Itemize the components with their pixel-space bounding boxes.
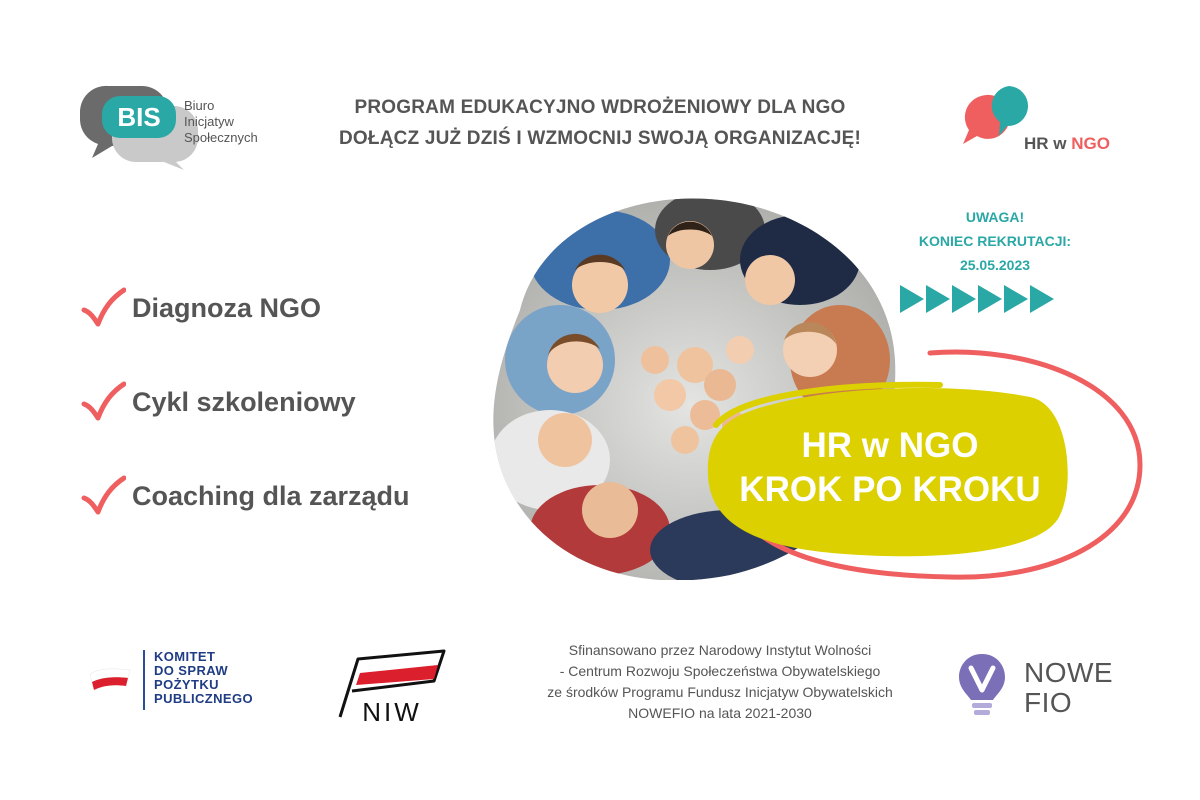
arrow-icon bbox=[1004, 285, 1028, 313]
kdspp-line: KOMITET bbox=[154, 649, 216, 664]
badge-line-2: KROK PO KROKU bbox=[739, 470, 1041, 509]
bis-name-line: Inicjatyw bbox=[184, 114, 234, 129]
bis-name bbox=[184, 98, 258, 146]
bis-name-line: Biuro bbox=[184, 98, 215, 113]
funding-line: ze środków Programu Fundusz Inicjatyw Obywatelskich bbox=[547, 684, 893, 700]
niw-logo bbox=[330, 645, 450, 725]
deadline-line-1: UWAGA! bbox=[965, 209, 1025, 225]
arrow-icon bbox=[952, 285, 976, 313]
arrow-icon bbox=[978, 285, 1002, 313]
checklist-item-diagnoza bbox=[80, 286, 321, 330]
kdspp-line: DO SPRAW bbox=[154, 663, 228, 678]
nowefio-line-1: NOWE bbox=[1024, 657, 1114, 688]
recruitment-deadline bbox=[890, 205, 1100, 277]
checklist-label: Cykl szkoleniowy bbox=[132, 386, 356, 417]
checkmark-icon bbox=[80, 474, 126, 518]
nowefio-line-2: FIO bbox=[1024, 687, 1073, 718]
bis-name-line: Społecznych bbox=[184, 130, 258, 145]
deadline-line-2: KONIEC REKRUTACJI: bbox=[918, 233, 1072, 249]
kdspp-logo-text bbox=[154, 650, 253, 706]
headline bbox=[300, 92, 900, 154]
checkmark-icon bbox=[80, 380, 126, 424]
deadline-line-3: 25.05.2023 bbox=[959, 257, 1031, 273]
headline-line-1: PROGRAM EDUKACYJNO WDROŻENIOWY DLA NGO bbox=[354, 97, 846, 118]
badge-line-1: HR w NGO bbox=[801, 426, 979, 465]
hr-ngo-logo-part2: NGO bbox=[1071, 134, 1110, 153]
funding-line: NOWEFIO na lata 2021-2030 bbox=[628, 705, 812, 721]
hr-ngo-logo-text bbox=[1024, 134, 1110, 154]
poland-flag-icon bbox=[88, 664, 132, 690]
checklist-label: Diagnoza NGO bbox=[132, 292, 322, 323]
kdspp-line: POŻYTKU bbox=[154, 677, 219, 692]
funding-line: Sfinansowano przez Narodowy Instytut Wolności bbox=[568, 642, 872, 658]
badge-title bbox=[720, 424, 1060, 512]
hr-ngo-logo bbox=[955, 82, 1035, 157]
funding-note bbox=[500, 640, 940, 724]
kdspp-line: PUBLICZNEGO bbox=[154, 691, 254, 706]
nowefio-logo-text bbox=[1024, 658, 1113, 718]
bis-mark: BIS bbox=[117, 102, 161, 132]
arrow-icon bbox=[1030, 285, 1054, 313]
checkmark-icon bbox=[80, 286, 126, 330]
arrow-icon bbox=[926, 285, 950, 313]
checklist-label: Coaching dla zarządu bbox=[132, 480, 410, 511]
arrows-decoration bbox=[900, 283, 1060, 315]
lightbulb-icon bbox=[955, 650, 1010, 720]
niw-label: NIW bbox=[362, 697, 422, 725]
arrow-icon bbox=[900, 285, 924, 313]
hr-ngo-logo-part1: HR w bbox=[1024, 134, 1067, 153]
checklist-item-coaching bbox=[80, 474, 410, 518]
funding-line: - Centrum Rozwoju Społeczeństwa Obywatelskiego bbox=[559, 663, 881, 679]
headline-line-2: DOŁĄCZ JUŻ DZIŚ I WZMOCNIJ SWOJĄ ORGANIZACJĘ! bbox=[339, 128, 861, 149]
checklist-item-cykl bbox=[80, 380, 356, 424]
kdspp-divider bbox=[143, 650, 145, 710]
